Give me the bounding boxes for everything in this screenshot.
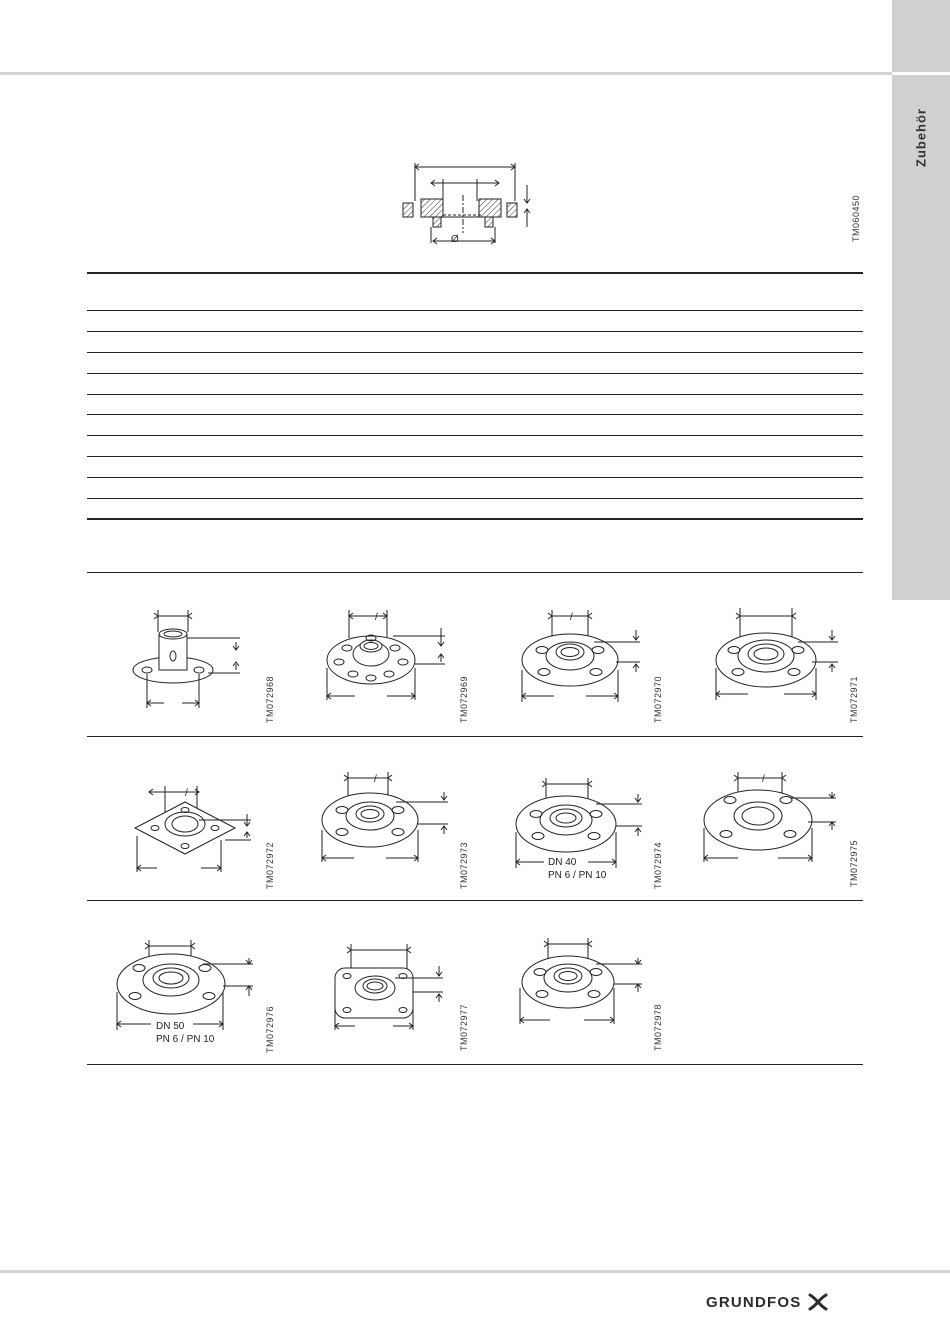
brand-logo <box>706 1291 829 1313</box>
diameter-symbol: Ø <box>451 234 459 245</box>
grid-top-rule <box>87 572 863 573</box>
figure-code: TM072970 <box>653 676 663 724</box>
footer-rule <box>0 1270 950 1273</box>
svg-text:/: / <box>185 788 188 799</box>
grid-row-rule <box>87 736 863 737</box>
flange-pressure-label: PN 6 / PN 10 <box>156 1034 215 1045</box>
table-bottom-rule <box>87 518 863 520</box>
table-row-rule <box>87 373 863 374</box>
table-row-rule <box>87 498 863 499</box>
header-rule <box>0 72 892 75</box>
round-flange-dn50-drawing <box>113 938 258 1033</box>
section-tab-label: Zubehör <box>913 108 929 168</box>
figure-code: TM072971 <box>849 676 859 724</box>
svg-text:/: / <box>762 774 765 785</box>
svg-text:/: / <box>375 612 378 623</box>
slotted-flange-large-drawing <box>712 606 842 706</box>
table-row-rule <box>87 435 863 436</box>
table-row-rule <box>87 477 863 478</box>
svg-text:/: / <box>570 612 573 623</box>
table-row-rule <box>87 331 863 332</box>
table-row-rule <box>87 414 863 415</box>
table-row-rule <box>87 352 863 353</box>
figure-code: TM072972 <box>265 842 275 890</box>
grid-row-rule <box>87 900 863 901</box>
table-row-rule <box>87 310 863 311</box>
figure-code: TM072977 <box>459 1004 469 1052</box>
flange-size-label: DN 40 <box>548 857 577 868</box>
figure-code: TM072969 <box>459 676 469 724</box>
grid-bottom-rule <box>87 1064 863 1065</box>
slotted-flange-dn40-drawing <box>512 776 647 871</box>
flange-size-label: DN 50 <box>156 1021 185 1032</box>
square-flange-drawing <box>135 780 255 875</box>
flange-pressure-label: PN 6 / PN 10 <box>548 870 607 881</box>
flange-cross-section-drawing <box>395 155 545 245</box>
section-tab-divider <box>892 72 950 75</box>
figure-code: TM072975 <box>849 840 859 888</box>
grundfos-x-icon <box>807 1293 829 1311</box>
figure-code: TM072973 <box>459 842 469 890</box>
slotted-flange-drawing <box>516 938 646 1028</box>
square-flange-small-drawing <box>333 942 448 1032</box>
oval-flange-drawing <box>130 608 245 713</box>
round-flange-4-hole-drawing <box>700 770 840 865</box>
svg-text:/: / <box>374 774 377 785</box>
round-flange-drawing <box>325 608 450 708</box>
figure-code: TM072974 <box>653 842 663 890</box>
section-tab <box>892 0 950 600</box>
figure-code: TM072968 <box>265 676 275 724</box>
slotted-flange-drawing <box>318 770 453 865</box>
table-top-rule <box>87 272 863 274</box>
table-row-rule <box>87 456 863 457</box>
table-row-rule <box>87 394 863 395</box>
slotted-flange-drawing <box>520 608 645 708</box>
figure-code: TM072978 <box>653 1004 663 1052</box>
brand-wordmark: GRUNDFOS <box>706 1293 802 1311</box>
figure-code: TM072976 <box>265 1006 275 1054</box>
figure-code: TM060450 <box>851 195 861 243</box>
